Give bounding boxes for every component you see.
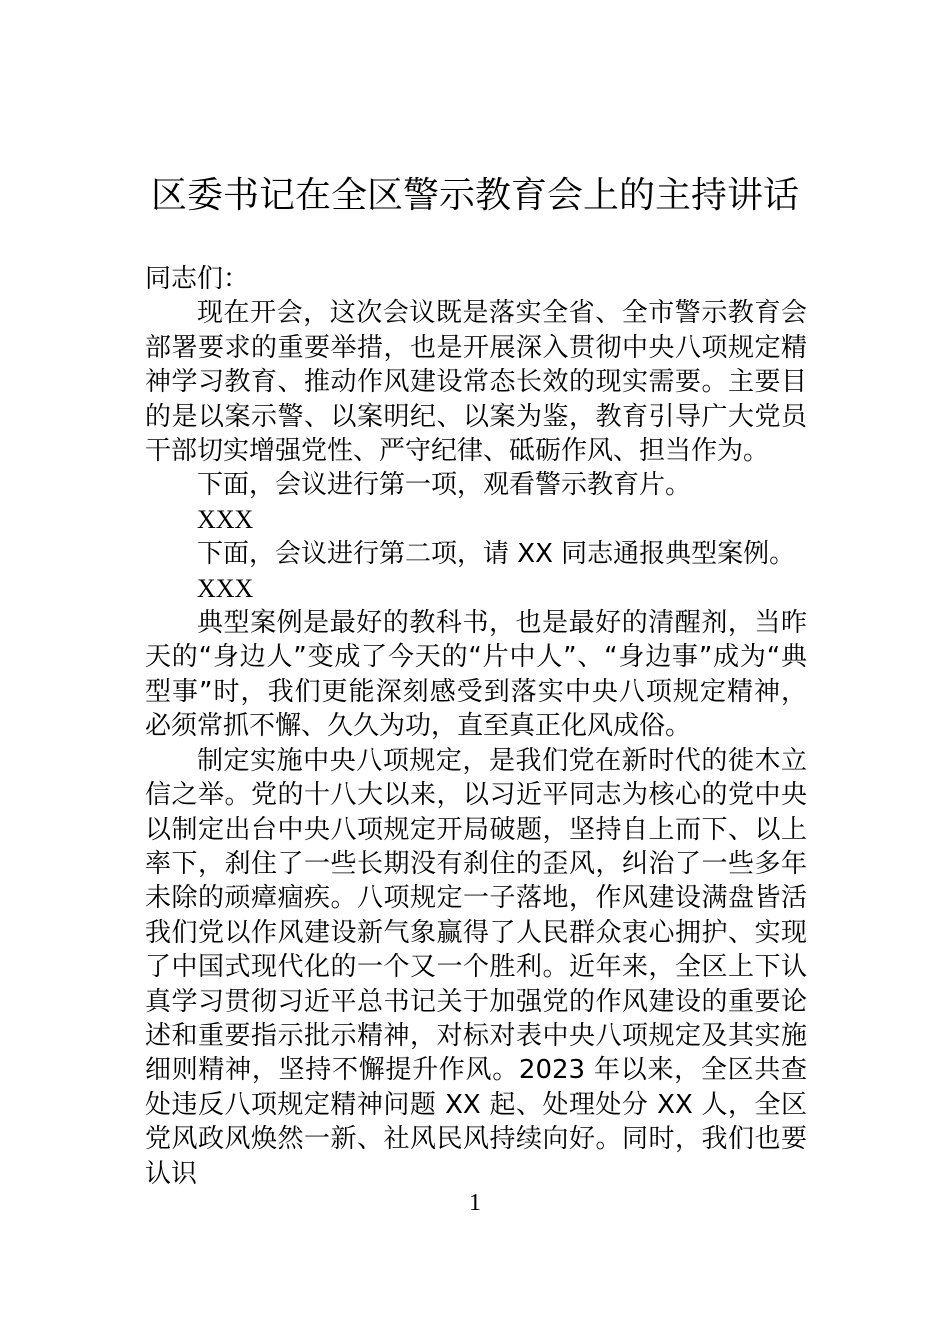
paragraph-placeholder-one: XXX: [197, 504, 254, 534]
paragraph-item-two: 下面，会议进行第二项，请 XX 同志通报典型案例。: [197, 539, 796, 570]
page-number: 1: [469, 1190, 481, 1216]
paragraph-placeholder-two: XXX: [197, 573, 254, 603]
paragraph-eight-provisions: 制定实施中央八项规定，是我们党在新时代的徙木立信之举。党的十八大以来，以习近平同志为核心的党中央以制定出台中央八项规定开局破题，坚持自上而下、以上率下，刹住了一些长期没有刹住的歪风，纠治了一些多年未除的顽瘴痼疾。八项规定一子落地，作风建设满盘皆活我们党以作风建设新气象赢得了人民群众衷心拥护、实现了中国式现代化的一个又一个胜利。近年来，全区上下认真学习贯彻习近平总书记关于加强党的作风建设的重要论述和重要指示批示精神，对标对表中央八项规定及其实施细则精神，坚持不懈提升作风。2023 年以来，全区共查处违反八项规定精神问题 XX 起、处理处分 XX 人，全区党风政风焕然一新、社风民风持续向好。同时，我们也要认识: [145, 745, 807, 1189]
salutation: 同志们：: [145, 264, 250, 294]
document-body: [145, 262, 807, 1191]
document-title: 区委书记在全区警示教育会上的主持讲话: [150, 175, 799, 216]
paragraph-opening: 现在开会，这次会议既是落实全省、全市警示教育会部署要求的重要举措，也是开展深入贯彻中央八项规定精神学习教育、推动作风建设常态长效的现实需要。主要目的是以案示警、以案明纪、以案为鉴，教育引导广大党员干部切实增强党性、严守纪律、砥砺作风、担当作为。: [145, 298, 807, 467]
paragraph-item-one: 下面，会议进行第一项，观看警示教育片。: [197, 470, 692, 501]
paragraph-typical-cases: 典型案例是最好的教科书，也是最好的清醒剂，当昨天的“身边人”变成了今天的“片中人”、“身边事”成为“典型事”时，我们更能深刻感受到落实中央八项规定精神，必须常抓不懈、久久为功，直至真正化风成俗。: [145, 608, 807, 742]
